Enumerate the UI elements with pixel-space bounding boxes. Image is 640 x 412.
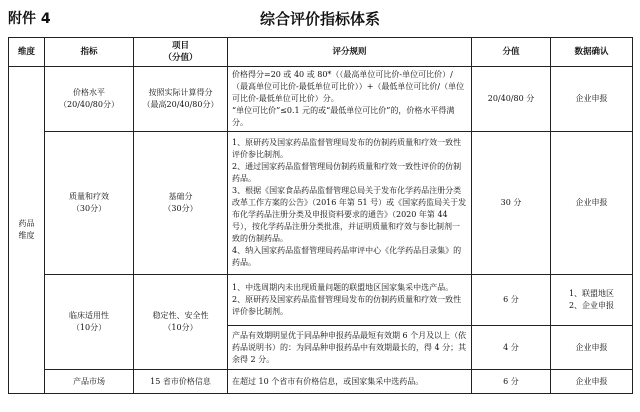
item-cell: 15 省市价格信息: [134, 370, 228, 394]
rule-cell: 产品有效期明显优于同品种申报药品最短有效期 6 个月及以上（依药品说明书）的：为同品种申报药品中有效期最长的，得 4 分；其余得 2 分。: [228, 326, 472, 370]
header-item-line2: （分值）: [163, 53, 198, 63]
header-item: [134, 38, 228, 67]
header-score: 分值: [472, 38, 551, 67]
rule-cell: 1、原研药及国家药品监督管理局发布的仿制药质量和疗效一致性评价参比制剂。 2、通过国家药品监督管理局仿制药质量和疗效一致性评价的仿制药品。 3、根据《国家食品药品监督管理总局关于发布化学药品注册分类改革工作方案的公告》（2016 年第 51 号）或《国家药监局关于发布化学药品注册分类及申报资料要求的通告》（2020 年第 44 号），按化学药品注册分类批准，并证明质量和疗效与参比制剂一致的仿制药品。 4、纳入国家药品监督管理局药品审评中心《化学药品目录集》的药品。: [228, 132, 472, 275]
rule-cell: 价格得分=20 或 40 或 80*（（最高单位可比价-单位可比价）/（最高单位可比价-最低单位可比价））+（最低单位可比价/（单位可比价-最低单位可比价）分。 “单位可比价”≤0.1 元的或“最低单位可比价”的，价格水平得满分。: [228, 67, 472, 132]
score-cell: 30 分: [472, 132, 551, 275]
header-item-line1: 项目: [171, 41, 189, 51]
item-cell: 基础分 （30分）: [134, 132, 228, 275]
table-row: [9, 132, 633, 275]
confirm-cell: 企业申报: [551, 67, 633, 132]
item-cell: 按照实际计算得分 （最高20/40/80分）: [134, 67, 228, 132]
evaluation-table: [8, 37, 633, 394]
header-dimension: 维度: [9, 38, 45, 67]
table-header-row: [9, 38, 633, 67]
table-row: [9, 370, 633, 394]
score-cell: 4 分: [472, 326, 551, 370]
indicator-cell: 产品市场: [45, 370, 134, 394]
header-confirm: 数据确认: [551, 38, 633, 67]
table-row: [9, 275, 633, 326]
page-title: 综合评价指标体系: [259, 10, 380, 28]
rule-cell: 在超过 10 个省市有价格信息，或国家集采中选药品。: [228, 370, 472, 394]
table-row: [9, 67, 633, 132]
confirm-cell: 企业申报: [551, 132, 633, 275]
header-indicator: 指标: [45, 38, 134, 67]
confirm-cell: 企业申报: [551, 370, 633, 394]
indicator-cell: 价格水平 （20/40/80分）: [45, 67, 134, 132]
indicator-cell: 质量和疗效 （30分）: [45, 132, 134, 275]
confirm-cell: 1、联盟地区 2、企业申报: [551, 275, 633, 326]
item-cell: 稳定性、安全性 （10分）: [134, 275, 228, 370]
score-cell: 6 分: [472, 275, 551, 326]
dimension-cell: 药品 维度: [9, 67, 45, 394]
score-cell: 6 分: [472, 370, 551, 394]
confirm-cell: 企业申报: [551, 326, 633, 370]
rule-cell: 1、中选周期内未出现质量问题的联盟地区国家集采中选产品。 2、原研药及国家药品监督管理局发布的仿制药质量和疗效一致性评价参比制剂。: [228, 275, 472, 326]
annex-label: 附件 4: [8, 11, 51, 27]
header-rule: 评分规则: [228, 38, 472, 67]
score-cell: 20/40/80 分: [472, 67, 551, 132]
indicator-cell: 临床适用性 （10分）: [45, 275, 134, 370]
